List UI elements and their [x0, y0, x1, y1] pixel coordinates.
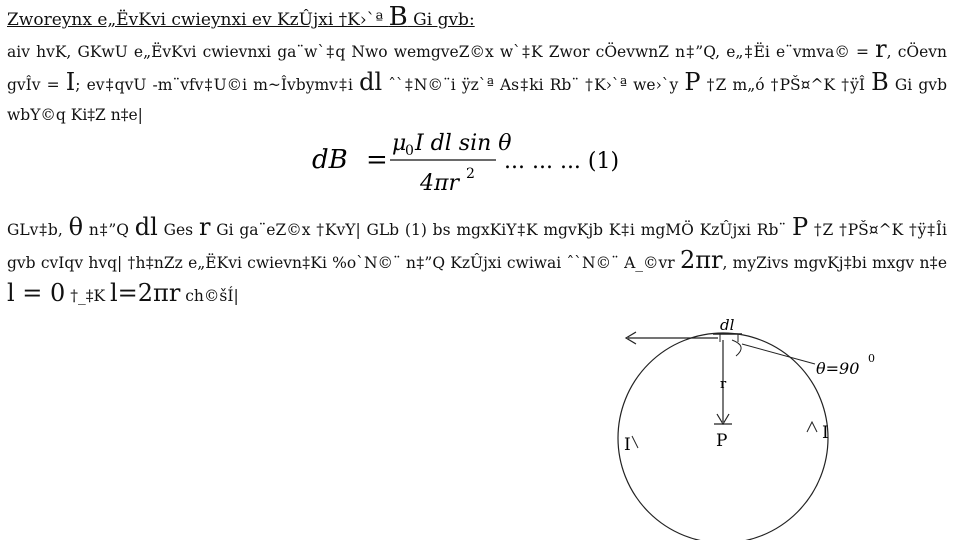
- p-label: P: [716, 431, 728, 451]
- theta-degree: 0: [868, 352, 875, 365]
- limit-lower: l = 0: [7, 279, 66, 307]
- para2-text-4: Gi ga¨eZ©x †KvY| GLb (1) bs mgxKiY‡K mgvKjb K‡i mgMÖ KzÛjxi Rb¨: [210, 221, 792, 239]
- title-part1: Zworeynx e„ËvKvi cwieynxi ev KzÛjxi †K›`ª: [7, 10, 389, 30]
- symbol-I: I: [65, 68, 76, 96]
- eq-mu: μ: [392, 131, 407, 156]
- para2-text-8: ch©šÍ|: [180, 287, 239, 305]
- eq-denominator: 4πr: [420, 171, 459, 196]
- para1-text-5: †Z m„ó †PŠ¤^K †ÿÎ: [700, 76, 872, 94]
- dl-label: dl: [720, 316, 735, 334]
- para1-text-6: Gi gvb wbY©q Ki‡Z n‡e|: [7, 76, 947, 124]
- symbol-dl: dl: [359, 68, 383, 96]
- eq-lhs: dB: [312, 145, 348, 175]
- theta-pointer: [742, 344, 815, 364]
- current-arrow-left-icon: [632, 436, 638, 448]
- paragraph-intro: [7, 34, 947, 130]
- symbol-dl-2: dl: [134, 213, 158, 241]
- angle-arc: [732, 340, 741, 356]
- para2-text-1: GLv‡b,: [7, 221, 69, 239]
- para2-text-6: , myZivs mgvKj‡bi mxgv n‡e: [722, 254, 947, 272]
- theta-label: θ=90: [816, 359, 860, 378]
- title-big-symbol: B: [388, 2, 408, 32]
- current-label-right: I: [822, 423, 829, 443]
- symbol-B: B: [871, 68, 889, 96]
- para2-text-7: †_‡K: [65, 287, 110, 305]
- eq-equals: =: [366, 145, 388, 175]
- symbol-P: P: [684, 68, 701, 96]
- r-label: r: [720, 377, 727, 392]
- paragraph-explanation: [7, 212, 947, 311]
- eq-sub0: 0: [405, 143, 414, 159]
- eq-sup2: 2: [466, 166, 475, 182]
- circular-coil-diagram: [610, 310, 930, 540]
- symbol-P-2: P: [791, 213, 809, 241]
- para2-text-5: †Z †PŠ¤^K †ÿ‡Îi gvb cvIqv hvq| †h‡nZz e„ËKvi cwievn‡Ki %o`N©¨ n‡”Q KzÛjxi cwiwai ˆ`N©¨ A_©vr: [7, 221, 947, 272]
- para1-text-1: aiv hvK, GKwU e„ËvKvi cwievnxi ga¨w`‡q Nwo wemgveZ©x w`‡K Zwor cÖevwnZ n‡”Q, e„‡Ëi e¨vmva© =: [7, 43, 876, 61]
- eq-numerator: I dl sin θ: [415, 131, 512, 156]
- symbol-r-2: r: [198, 213, 211, 241]
- symbol-2pir: 2πr: [679, 246, 723, 274]
- limit-upper: l=2πr: [110, 279, 181, 307]
- para1-text-4: ˆ`‡N©¨i ÿz`ª As‡ki Rb¨ †K›`ª we›`y: [382, 76, 685, 94]
- para2-text-3: Ges: [157, 221, 199, 239]
- section-title: [7, 2, 475, 32]
- title-part2: Gi gvb:: [407, 10, 475, 30]
- para1-text-2: , cÖevn gvÎv =: [7, 43, 947, 94]
- symbol-theta: θ: [68, 213, 84, 241]
- current-label-left: I: [624, 435, 631, 455]
- symbol-r: r: [875, 35, 887, 63]
- eq-tag: ... ... ... (1): [504, 149, 620, 174]
- para1-text-3: ; ev‡qvU -m¨vfv‡U©i m~Îvbymv‡i: [75, 76, 360, 94]
- current-arrow-right-icon: [807, 422, 817, 432]
- para2-text-2: n‡”Q: [83, 221, 135, 239]
- biot-savart-equation: [308, 120, 628, 200]
